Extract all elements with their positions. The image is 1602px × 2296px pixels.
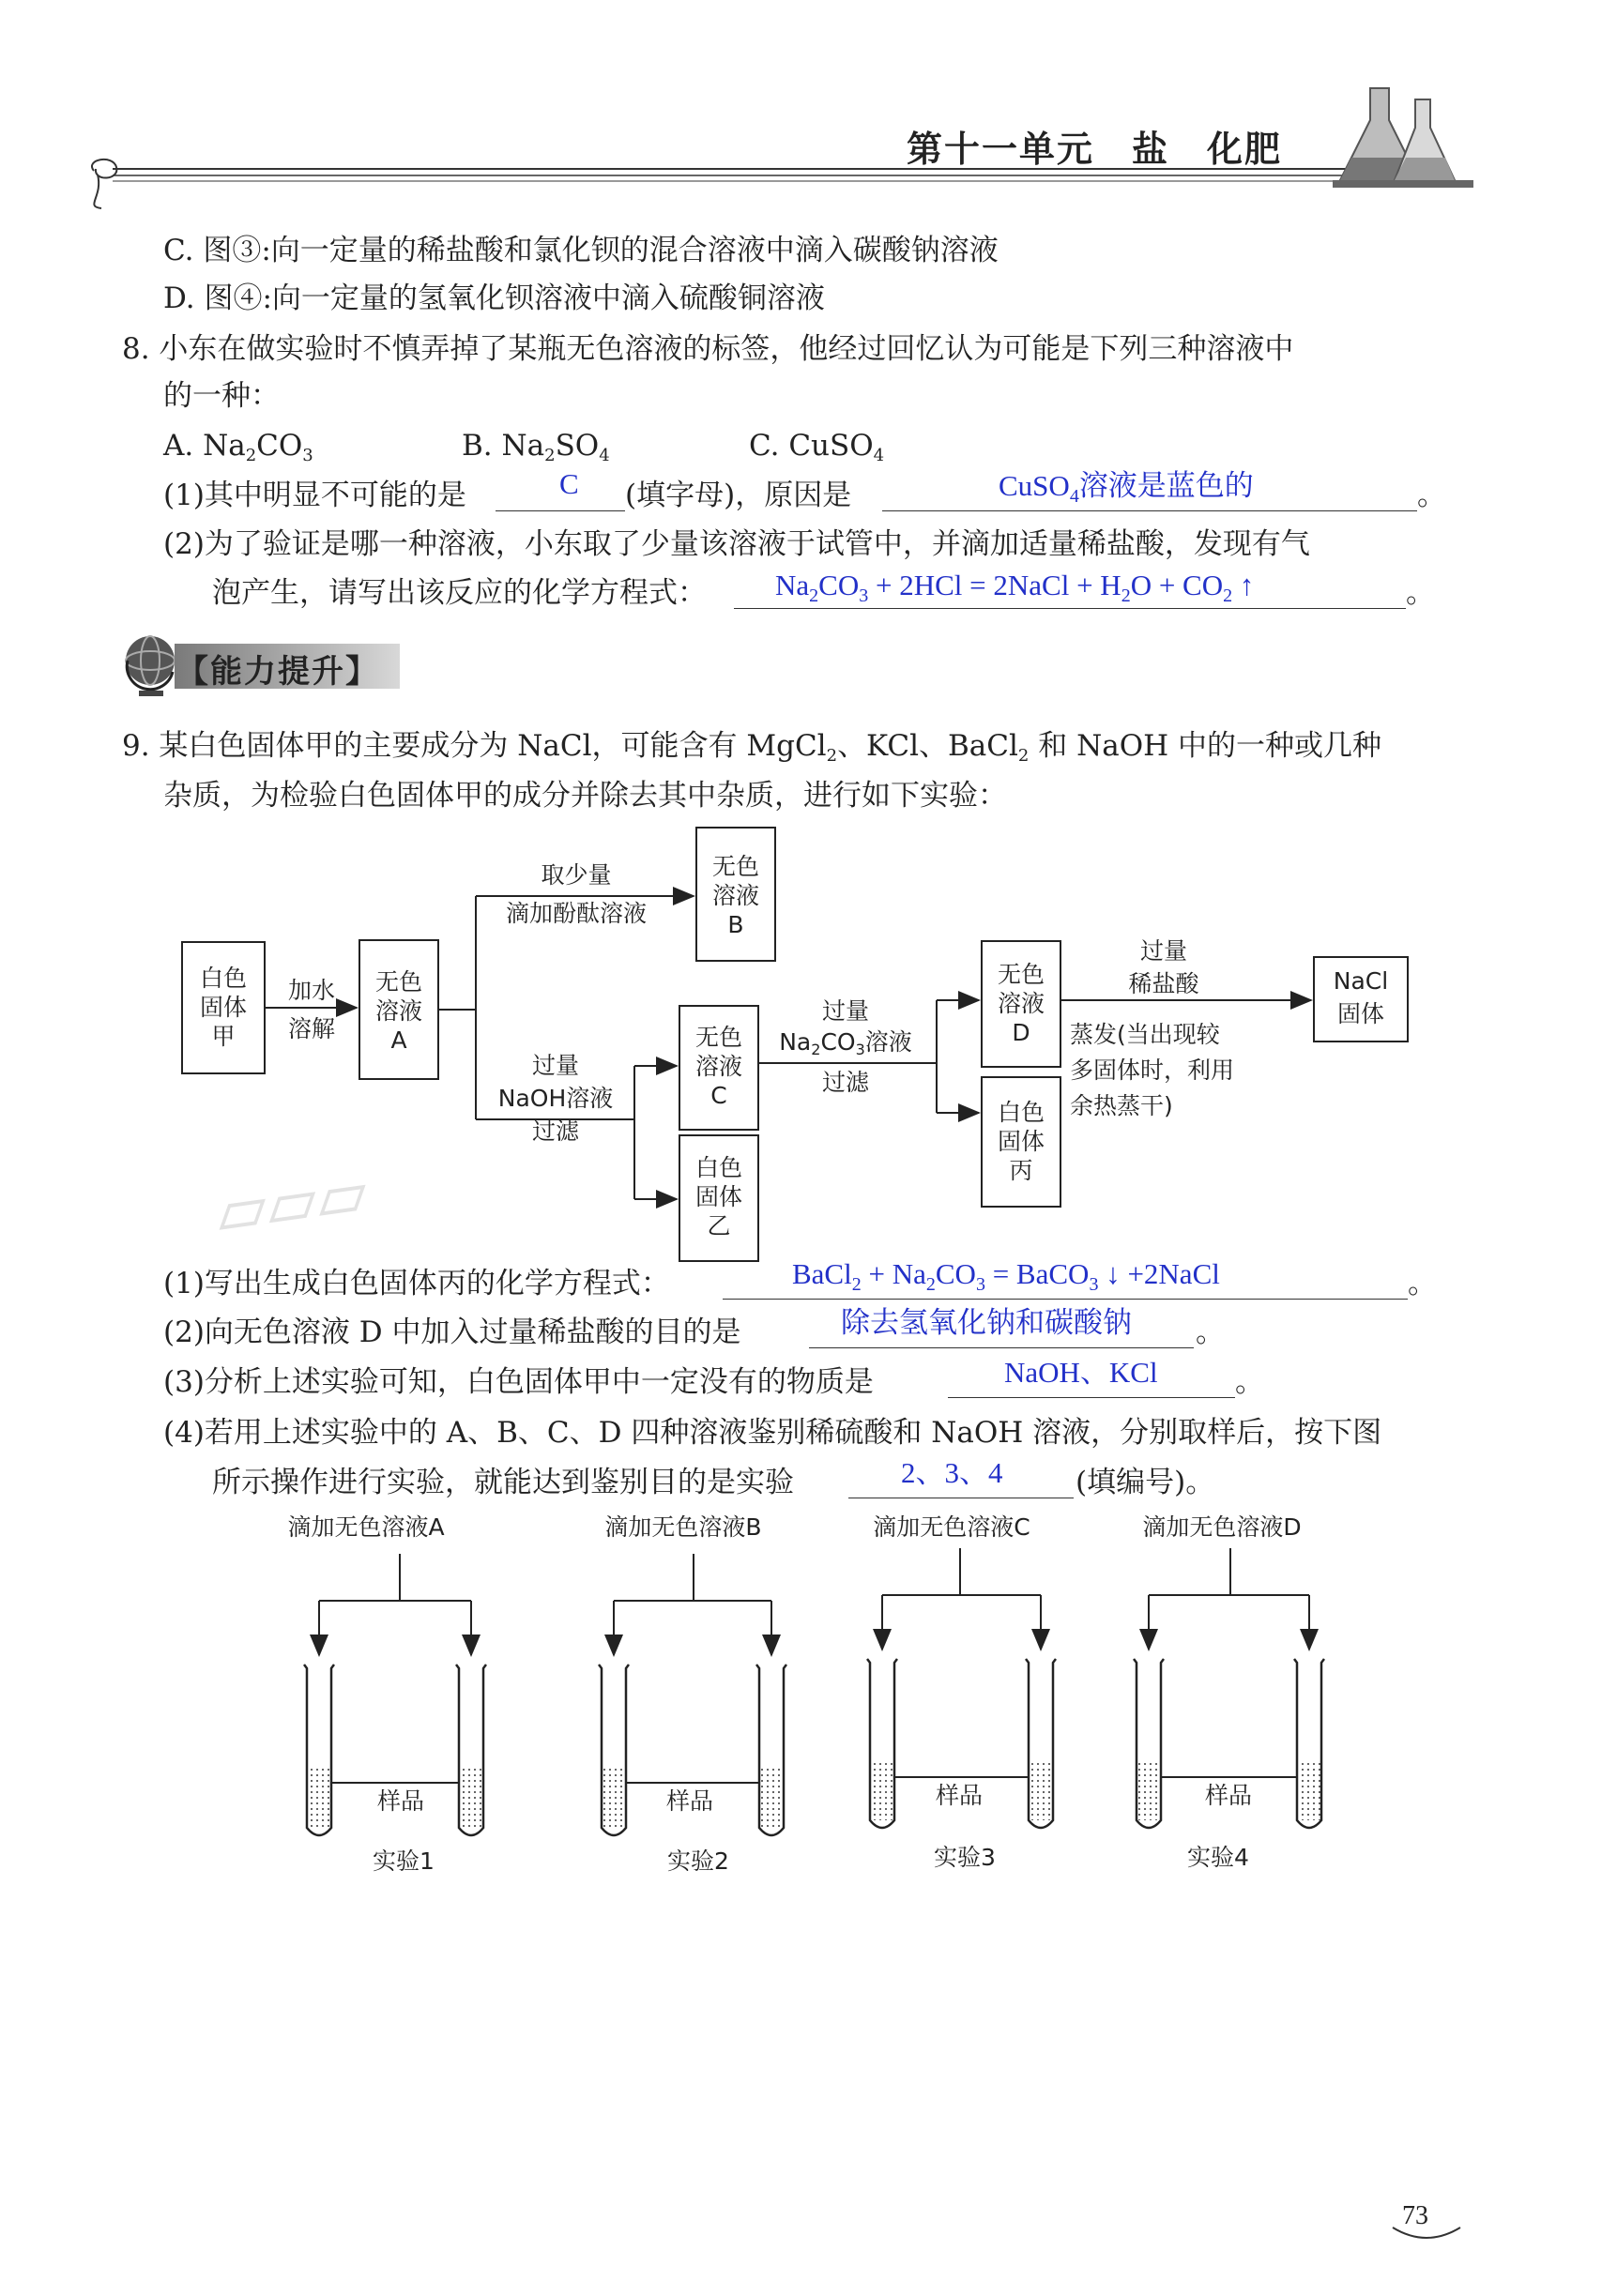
- q8-sub2-answer: $Na_2CO_3 + 2HCl$ = 2NaCl + $H_2O + CO_2$ ↑: [775, 569, 1255, 606]
- box-white-solid-bing: 白色 固体 丙: [997, 1099, 1045, 1184]
- q8-sub1-reason-prompt: (填字母)，原因是: [625, 479, 852, 512]
- exp4-liquid-right: [1297, 1760, 1321, 1820]
- q9-sub2-end: 。: [1196, 1315, 1225, 1349]
- q8-sub1-end: 。: [1417, 479, 1446, 512]
- q9-sub3-end: 。: [1235, 1365, 1264, 1399]
- label-add-water: 加水 溶解: [287, 977, 335, 1042]
- q9-sub4-line2a: 所示操作进行实验，就能达到鉴别目的是实验: [212, 1466, 794, 1499]
- label-hcl: 过量 稀盐酸: [1128, 937, 1199, 997]
- label-naoh: 过量 NaOH溶液 过滤: [497, 1052, 614, 1145]
- q9-sub4-answer: 2、3、4: [901, 1456, 1003, 1489]
- exp1-top-label: 滴加无色溶液A: [287, 1513, 445, 1541]
- q8-sub2-line1: (2)为了验证是哪一种溶液，小东取了少量该溶液于试管中，并滴加适量稀盐酸，发现有气: [163, 527, 1310, 561]
- box-solution-a: 无色 溶液 A: [374, 968, 422, 1054]
- q7-option-d: D. 图④:向一定量的氢氧化钡溶液中滴入硫酸铜溶液: [163, 281, 825, 315]
- exp2-label: 实验2: [667, 1847, 729, 1875]
- box-nacl-solid: NaCl 固体: [1333, 967, 1389, 1027]
- q9-stem-line2: 杂质，为检验白色固体甲的成分并除去其中杂质，进行如下实验：: [163, 779, 1007, 813]
- q8-stem-line1: 8. 小东在做实验时不慎弄掉了某瓶无色溶液的标签，他经过回忆认为可能是下列三种溶液中: [122, 332, 1294, 366]
- q8-sub2-end: 。: [1406, 576, 1435, 610]
- exp4-sample-label: 样品: [1196, 1781, 1261, 1810]
- exp4-liquid-left: [1137, 1760, 1161, 1820]
- box-solution-c: 无色 溶液 C: [694, 1024, 742, 1109]
- exp4-label: 实验4: [1187, 1844, 1249, 1871]
- exp2-dropper-lines: [614, 1554, 771, 1601]
- exp1-liquid-right: [459, 1766, 483, 1828]
- q9-sub2-answer: 除去氢氧化钠和碳酸钠: [841, 1306, 1132, 1339]
- q8-option-a: A. $Na_2CO_3$: [163, 429, 313, 465]
- exp2-top-label: 滴加无色溶液B: [604, 1513, 762, 1541]
- section-title: 【能力提升】: [176, 653, 379, 691]
- q8-sub1-answer-letter: C: [559, 467, 579, 500]
- q9-sub3-answer: NaOH、KCl: [1004, 1356, 1158, 1389]
- q9-sub3-prompt: (3)分析上述实验可知，白色固体甲中一定没有的物质是: [163, 1365, 874, 1399]
- page-number: 73: [1402, 2201, 1428, 2230]
- box-solution-d: 无色 溶液 D: [997, 961, 1045, 1046]
- exp3-liquid-right: [1029, 1760, 1053, 1820]
- exp4-dropper-lines: [1149, 1548, 1309, 1595]
- q8-option-b: B. $Na_2SO_4$: [462, 429, 610, 465]
- q9-sub2-prompt: (2)向无色溶液 D 中加入过量稀盐酸的目的是: [163, 1315, 741, 1349]
- q8-sub2-line2: 泡产生，请写出该反应的化学方程式：: [212, 576, 707, 610]
- box-white-solid-yi: 白色 固体 乙: [694, 1154, 742, 1239]
- q9-sub1-prompt: (1)写出生成白色固体丙的化学方程式：: [163, 1267, 670, 1300]
- label-evaporate: 蒸发(当出现较 多固体时，利用 余热蒸干): [1070, 1021, 1235, 1119]
- page-number-curve: [1389, 2224, 1464, 2252]
- q7-option-c: C. 图③:向一定量的稀盐酸和氯化钡的混合溶液中滴入碳酸钠溶液: [163, 234, 999, 267]
- exp3-liquid-left: [870, 1760, 894, 1820]
- q9-sub4-line1: (4)若用上述实验中的 A、B、C、D 四种溶液鉴别稀硫酸和 NaOH 溶液，分别取样后，按下图: [163, 1416, 1382, 1450]
- q9-stem-line1: 9. 某白色固体甲的主要成分为 NaCl，可能含有 MgCl$_2$、KCl、BaCl$_2$ 和 NaOH 中的一种或几种: [122, 729, 1381, 766]
- unit-title: 第十一单元 盐 化肥: [907, 129, 1283, 170]
- watermark: ▱▱▱: [211, 1153, 373, 1251]
- exp3-label: 实验3: [934, 1844, 996, 1871]
- box-solution-b: 无色 溶液 B: [711, 853, 759, 938]
- label-na2co3: 过量 $Na_2CO_3$溶液 过滤: [779, 997, 912, 1096]
- q9-sub4-line2b: (填编号)。: [1076, 1466, 1215, 1499]
- exp2-liquid-left: [602, 1766, 626, 1828]
- exp4-top-label: 滴加无色溶液D: [1142, 1513, 1302, 1541]
- exp1-label: 实验1: [373, 1847, 435, 1875]
- exp3-top-label: 滴加无色溶液C: [873, 1513, 1030, 1541]
- label-phenolphthalein: 取少量 滴加酚酞溶液: [505, 861, 647, 927]
- exp3-sample-label: 样品: [926, 1781, 992, 1810]
- q8-sub1-answer-reason: CuSO$_4$溶液是蓝色的: [999, 469, 1254, 507]
- exp2-sample-label: 样品: [657, 1787, 723, 1816]
- exp1-liquid-left: [307, 1766, 331, 1828]
- q8-option-c: C. CuSO$_4$: [749, 429, 885, 465]
- exp2-liquid-right: [759, 1766, 784, 1828]
- q8-stem-line2: 的一种：: [163, 379, 280, 413]
- exp1-dropper-lines: [319, 1554, 471, 1601]
- box-white-solid-jia: 白色 固体 甲: [199, 965, 247, 1050]
- q8-sub1-prompt: (1)其中明显不可能的是: [163, 479, 466, 512]
- exp1-sample-label: 样品: [368, 1787, 434, 1816]
- q9-sub1-end: 。: [1408, 1267, 1437, 1300]
- q9-sub1-answer: BaCl$_2$ + $Na_2CO_3$ = BaCO$_3$ ↓ +2NaCl: [792, 1257, 1220, 1295]
- exp3-dropper-lines: [882, 1548, 1041, 1595]
